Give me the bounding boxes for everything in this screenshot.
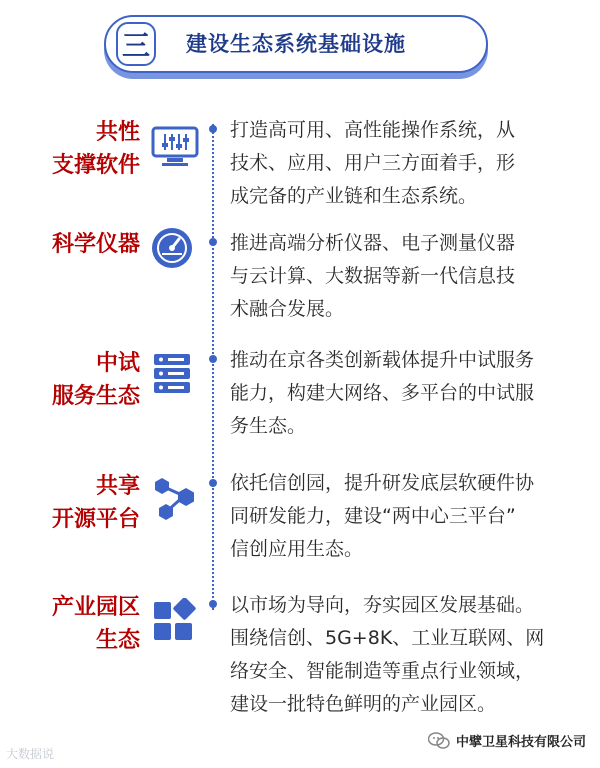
watermark-right (428, 731, 586, 750)
monitor-sliders-icon (150, 125, 200, 173)
section-header (104, 15, 488, 73)
item-label-5: 产业园区 生态 (51, 595, 140, 653)
timeline-dot-4 (209, 479, 217, 487)
wechat-icon (428, 732, 450, 750)
item-label-3: 中试 服务生态 (51, 351, 140, 409)
item-desc-5: 以市场为导向，夯实园区发展基础。 围绕信创、5G+8K、工业互联网、网 络安全、智能制造等重点行业领域， 建设一批特色鲜明的产业园区。 (230, 594, 545, 715)
timeline-line (212, 124, 214, 610)
item-desc-2: 推进高端分析仪器、电子测量仪器 与云计算、大数据等新一代信息技 术融合发展。 (230, 232, 516, 320)
watermark-company: 中擘卫星科技有限公司 (455, 735, 586, 750)
timeline-dot-5 (209, 600, 217, 608)
item-label-1: 共性 支撑软件 (51, 120, 140, 178)
timeline-dot-2 (209, 238, 217, 246)
watermark-left: 大数据说 (6, 747, 55, 761)
timeline-dot-1 (209, 125, 217, 133)
timeline-dot-3 (209, 355, 217, 363)
item-desc-4: 依托信创园，提升研发底层软硬件协 同研发能力，建设“两中心三平台” 信创应用生态。 (230, 472, 535, 560)
section-title: 建设生态系统基础设施 (186, 32, 406, 56)
grid-blocks-icon (150, 598, 196, 648)
item-label-2: 科学仪器 (51, 232, 140, 257)
item-desc-1: 打造高可用、高性能操作系统，从 技术、应用、用户三方面着手，形 成完备的产业链和生态系统。 (230, 119, 516, 207)
item-label-4: 共享 开源平台 (51, 474, 140, 532)
item-desc-3: 推动在京各类创新载体提升中试服务 能力，构建大网络、多平台的中试服 务生态。 (230, 349, 535, 437)
section-number: 三 (116, 22, 156, 66)
share-nodes-icon (150, 474, 200, 528)
gauge-icon (150, 226, 194, 274)
server-stack-icon (150, 352, 194, 398)
